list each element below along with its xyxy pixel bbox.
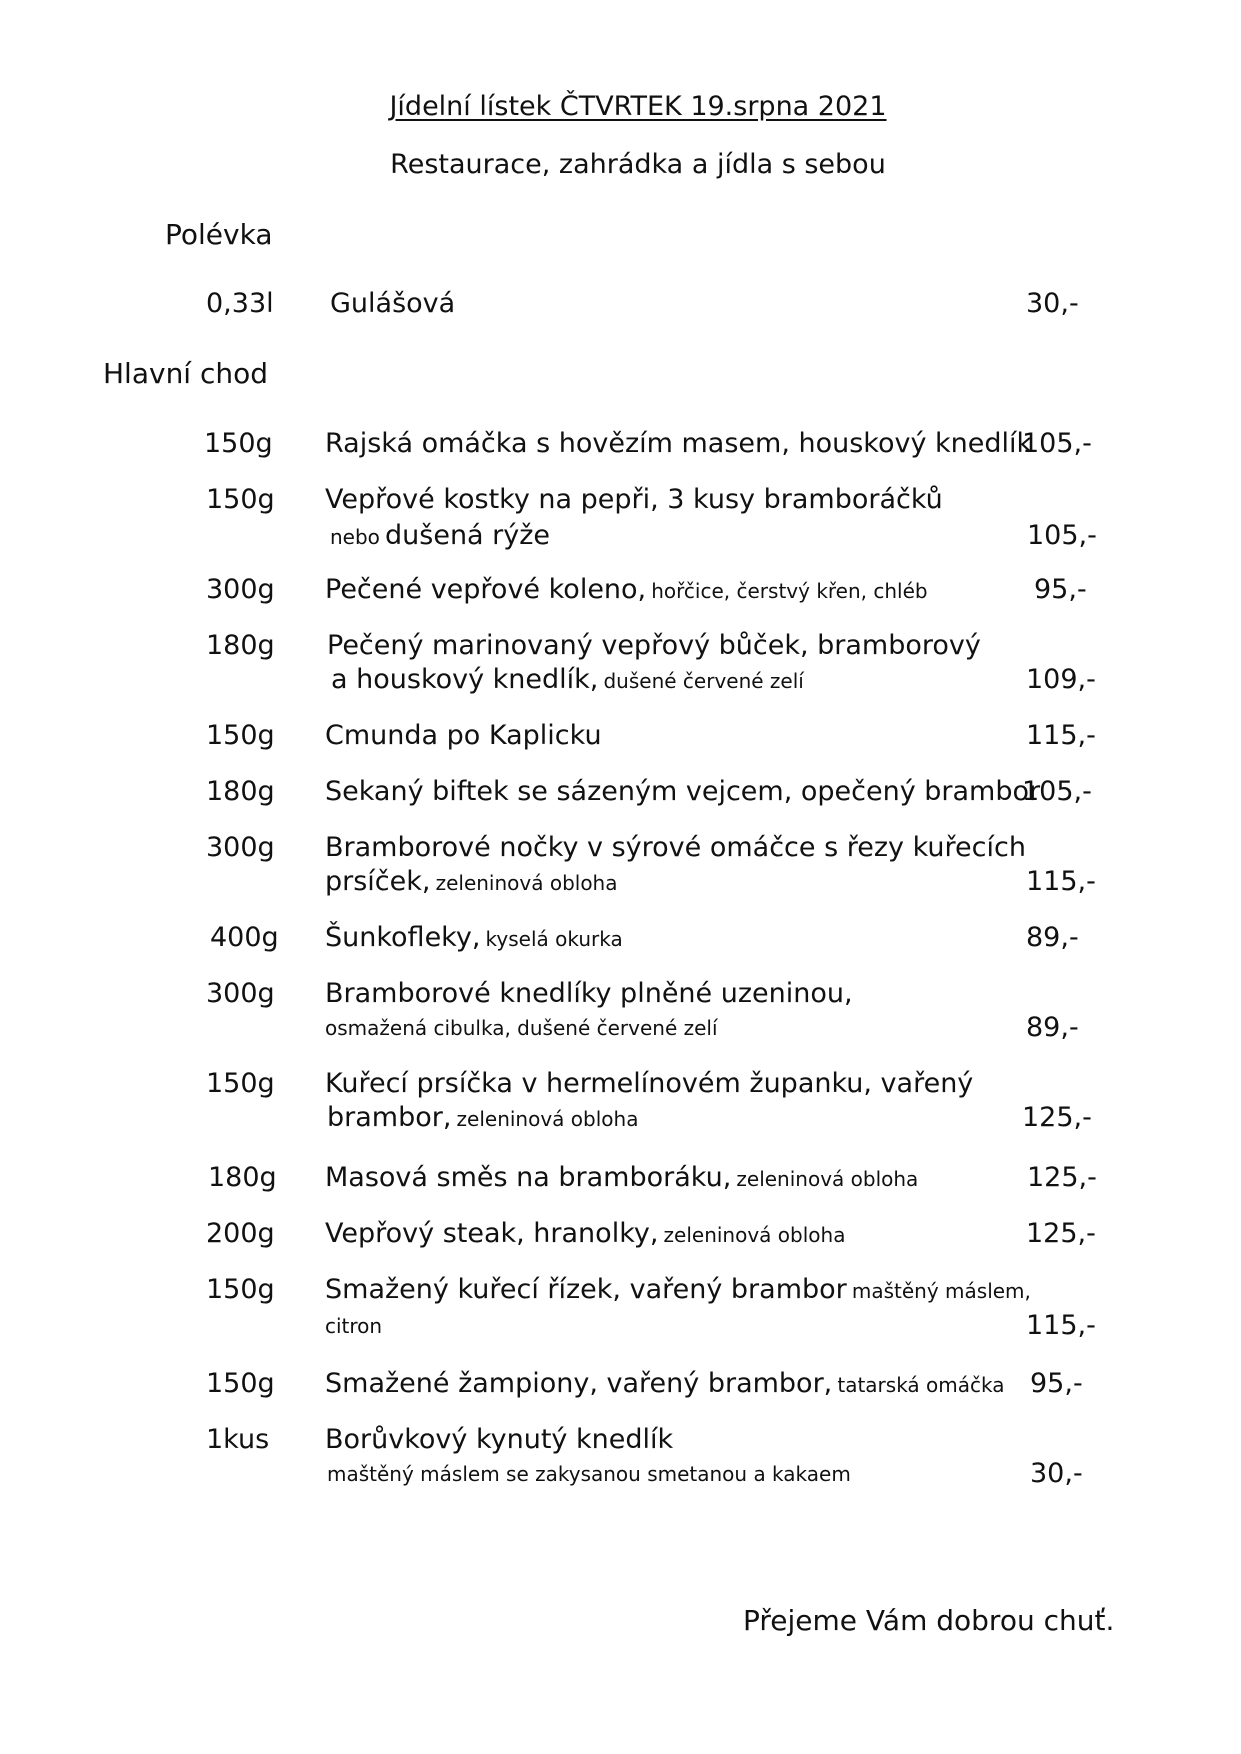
item-price: 109,- bbox=[1026, 664, 1096, 695]
item-price: 115,- bbox=[1026, 866, 1096, 897]
item-weight: 150g bbox=[206, 1368, 275, 1399]
soup-price: 30,- bbox=[1026, 288, 1079, 319]
item-line2 bbox=[327, 1102, 638, 1133]
item-name-cont: a houskový knedlík, bbox=[331, 664, 599, 695]
item-note: nebo bbox=[330, 525, 380, 549]
item-weight: 300g bbox=[206, 978, 275, 1009]
item-side: osmažená cibulka, dušené červené zelí bbox=[325, 1016, 718, 1040]
item-name: Pečený marinovaný vepřový bůček, bramborový bbox=[327, 630, 981, 661]
menu-title: Jídelní lístek ČTVRTEK 19.srpna 2021 bbox=[389, 91, 887, 122]
item-name: Vepřové kostky na pepři, 3 kusy bramboráčků bbox=[325, 484, 943, 515]
item-name: Rajská omáčka s hovězím masem, houskový knedlík bbox=[325, 428, 1033, 459]
item-line1 bbox=[325, 1368, 1005, 1399]
item-line1 bbox=[325, 574, 928, 605]
item-weight: 300g bbox=[206, 832, 275, 863]
item-weight: 150g bbox=[204, 428, 273, 459]
item-name: Bramborové knedlíky plněné uzeninou, bbox=[325, 978, 853, 1009]
item-name-cont: prsíček, bbox=[325, 866, 431, 897]
item-name: Masová směs na bramboráku, bbox=[325, 1162, 732, 1193]
soup-name: Gulášová bbox=[330, 288, 456, 319]
item-weight: 150g bbox=[206, 1068, 275, 1099]
item-price: 125,- bbox=[1022, 1102, 1092, 1133]
item-name: Smažený kuřecí řízek, vařený brambor bbox=[325, 1274, 847, 1305]
item-weight: 150g bbox=[206, 484, 275, 515]
item-name: Vepřový steak, hranolky, bbox=[325, 1218, 659, 1249]
item-price: 115,- bbox=[1026, 1310, 1096, 1341]
item-price: 105,- bbox=[1022, 428, 1092, 459]
item-side: tatarská omáčka bbox=[837, 1373, 1005, 1397]
item-name: Cmunda po Kaplicku bbox=[325, 720, 602, 751]
item-side: kyselá okurka bbox=[485, 927, 623, 951]
item-name: Bramborové nočky v sýrové omáčce s řezy kuřecích bbox=[325, 832, 1026, 863]
item-price: 105,- bbox=[1022, 776, 1092, 807]
item-name: Sekaný biftek se sázeným vejcem, opečený brambor bbox=[325, 776, 1041, 807]
item-name: Pečené vepřové koleno, bbox=[325, 574, 647, 605]
item-name-cont: dušená rýže bbox=[385, 520, 551, 551]
item-name: Smažené žampiony, vařený brambor, bbox=[325, 1368, 833, 1399]
item-price: 89,- bbox=[1026, 922, 1079, 953]
menu-subtitle: Restaurace, zahrádka a jídla s sebou bbox=[390, 149, 886, 180]
item-side: maštěný máslem, bbox=[851, 1279, 1031, 1303]
item-side: maštěný máslem se zakysanou smetanou a kakaem bbox=[327, 1462, 851, 1486]
item-side: zeleninová obloha bbox=[456, 1107, 639, 1131]
item-price: 125,- bbox=[1026, 1218, 1096, 1249]
item-name-cont: brambor, bbox=[327, 1102, 452, 1133]
main-heading: Hlavní chod bbox=[103, 357, 269, 390]
item-price: 30,- bbox=[1030, 1458, 1083, 1489]
soup-amount: 0,33l bbox=[206, 288, 274, 319]
item-weight: 180g bbox=[206, 630, 275, 661]
item-line1 bbox=[325, 1162, 918, 1193]
closing-text: Přejeme Vám dobrou chuť. bbox=[743, 1604, 1115, 1637]
item-side: hořčice, čerstvý křen, chléb bbox=[651, 579, 928, 603]
item-weight: 180g bbox=[208, 1162, 277, 1193]
item-line2 bbox=[331, 664, 804, 695]
item-weight: 300g bbox=[206, 574, 275, 605]
item-line2 bbox=[330, 520, 550, 551]
item-side: zeleninová obloha bbox=[736, 1167, 919, 1191]
item-line1 bbox=[325, 1218, 845, 1249]
item-name: Šunkofleky, bbox=[325, 922, 481, 953]
item-side: zeleninová obloha bbox=[435, 871, 618, 895]
item-price: 105,- bbox=[1027, 520, 1097, 551]
item-price: 115,- bbox=[1026, 720, 1096, 751]
soup-heading: Polévka bbox=[165, 218, 273, 251]
item-name: Borůvkový kynutý knedlík bbox=[325, 1424, 674, 1455]
item-weight: 200g bbox=[206, 1218, 275, 1249]
item-weight: 1kus bbox=[206, 1424, 270, 1455]
item-price: 89,- bbox=[1026, 1012, 1079, 1043]
item-line1 bbox=[325, 1274, 1031, 1305]
item-price: 95,- bbox=[1034, 574, 1087, 605]
item-name: Kuřecí prsíčka v hermelínovém županku, vařený bbox=[325, 1068, 974, 1099]
item-line2 bbox=[325, 866, 618, 897]
item-weight: 150g bbox=[206, 1274, 275, 1305]
item-side: dušené červené zelí bbox=[603, 669, 804, 693]
item-side: zeleninová obloha bbox=[663, 1223, 846, 1247]
item-price: 95,- bbox=[1030, 1368, 1083, 1399]
item-weight: 150g bbox=[206, 720, 275, 751]
item-line1 bbox=[325, 922, 623, 953]
item-price: 125,- bbox=[1027, 1162, 1097, 1193]
item-side: citron bbox=[325, 1314, 383, 1338]
item-weight: 180g bbox=[206, 776, 275, 807]
item-weight: 400g bbox=[210, 922, 279, 953]
